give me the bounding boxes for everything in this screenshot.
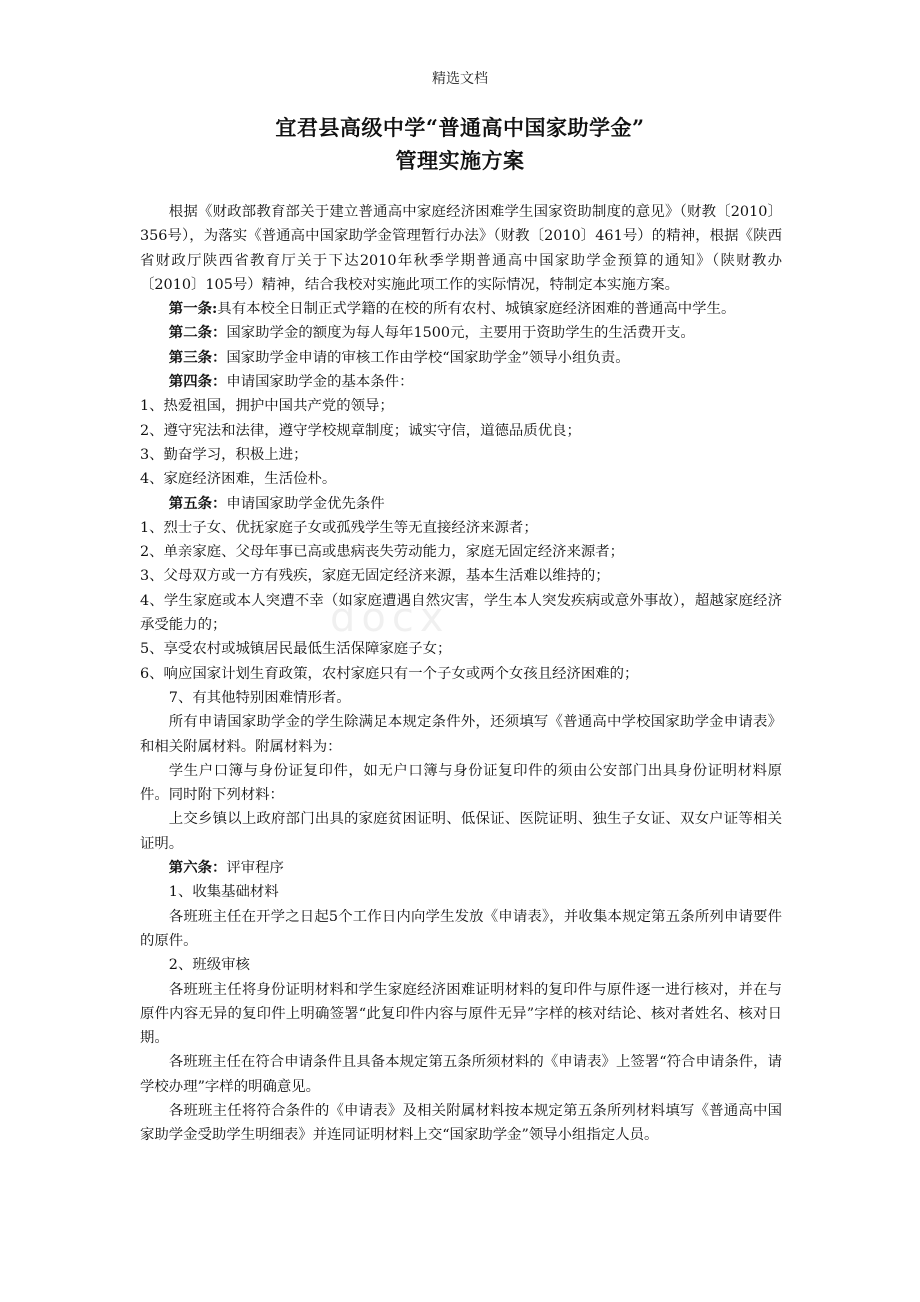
list-item: 6、响应国家计划生育政策，农村家庭只有一个子女或两个女孩且经济困难的；: [140, 665, 639, 682]
article-paragraph: 第六条：评审程序: [168, 859, 284, 877]
list-item: 4、学生家庭或本人突遭不幸（如家庭遭遇自然灾害，学生本人突发疾病或意外事故），超越家庭经济承受能力的；: [140, 592, 782, 634]
paragraph: 根据《财政部教育部关于建立普通高中家庭经济困难学生国家资助制度的意见》（财教〔2010〕356号），为落实《普通高中国家助学金管理暂行办法》（财教〔2010〕461号）的精神，根据《陕西省财政厅陕西省教育厅关于下达2010年秋季学期普通高中国家助学金预算的通知》（陕财教办〔2010〕105号）精神，结合我校对实施此项工作的实际情况，特制定本实施方案。: [140, 204, 782, 293]
list-item: 5、享受农村或城镇居民最低生活保障家庭子女；: [140, 641, 452, 658]
article-paragraph: 第三条：国家助学金申请的审核工作由学校“国家助学金”领导小组负责。: [168, 348, 630, 366]
list-item: 1、热爱祖国，拥护中国共产党的领导；: [140, 398, 394, 415]
article-label: 第一条:: [168, 300, 218, 318]
paragraph: 各班班主任在开学之日起5个工作日内向学生发放《申请表》，并收集本规定第五条所列申请要件的原件。: [140, 908, 782, 949]
article-label: 第五条：: [168, 494, 227, 512]
paragraph: 各班班主任在符合申请条件且具备本规定第五条所须材料的《申请表》上签署“符合申请条件，请学校办理”字样的明确意见。: [140, 1054, 782, 1095]
page-header: 精选文档: [432, 71, 488, 87]
article-paragraph: 第五条：申请国家助学金优先条件: [168, 494, 385, 512]
paragraph: 各班班主任将符合条件的《申请表》及相关附属材料按本规定第五条所列材料填写《普通高中国家助学金受助学生明细表》并连同证明材料上交“国家助学金”领导小组指定人员。: [140, 1102, 782, 1144]
paragraph: 学生户口簿与身份证复印件，如无户口簿与身份证复印件的须由公安部门出具身份证明材料原件。同时附下列材料：: [140, 762, 782, 804]
article-paragraph: 第四条：申请国家助学金的基本条件：: [168, 373, 414, 391]
paragraph: 所有申请国家助学金的学生除满足本规定条件外，还须填写《普通高中学校国家助学金申请表》和相关附属材料。附属材料为：: [140, 714, 782, 755]
document-title: 宜君县高级中学“普通高中国家助学金”: [275, 115, 645, 140]
article-label: 第二条：: [168, 324, 227, 342]
article-paragraph: 第一条:具有本校全日制正式学籍的在校的所有农村、城镇家庭经济困难的普通高中学生。: [168, 300, 736, 318]
article-label: 第三条：: [168, 348, 227, 366]
article-label: 第六条：: [168, 859, 227, 877]
step-heading: 1、收集基础材料: [168, 884, 279, 901]
step-heading: 2、班级审核: [168, 957, 250, 974]
document-body: [140, 200, 782, 1148]
document-subtitle: 管理实施方案: [395, 148, 525, 173]
article-paragraph: 第二条：国家助学金的额度为每人每年1500元，主要用于资助学生的生活费开支。: [168, 324, 695, 342]
article-label: 第四条：: [168, 373, 227, 391]
list-item: 3、勤奋学习，积极上进；: [140, 446, 308, 463]
watermark: docx: [330, 595, 450, 641]
paragraph: 各班班主任将身份证明材料和学生家庭经济困难证明材料的复印件与原件逐一进行核对，并在与原件内容无异的复印件上明确签署“此复印件内容与原件无异”字样的核对结论、核对者姓名、核对日期。: [140, 981, 782, 1047]
paragraph: 上交乡镇以上政府部门出具的家庭贫困证明、低保证、医院证明、独生子女证、双女户证等相关证明。: [140, 811, 782, 852]
list-item: 2、遵守宪法和法律，遵守学校规章制度；诚实守信，道德品质优良；: [140, 422, 581, 439]
list-item: 1、烈士子女、优抚家庭子女或孤残学生等无直接经济来源者；: [140, 519, 538, 536]
list-item: 7、有其他特别困难情形者。: [168, 689, 351, 706]
list-item: 3、父母双方或一方有残疾，家庭无固定经济来源，基本生活难以维持的；: [140, 568, 610, 585]
list-item: 4、家庭经济困难，生活俭朴。: [140, 471, 337, 488]
list-item: 2、单亲家庭、父母年事已高或患病丧失劳动能力，家庭无固定经济来源者；: [140, 544, 625, 561]
